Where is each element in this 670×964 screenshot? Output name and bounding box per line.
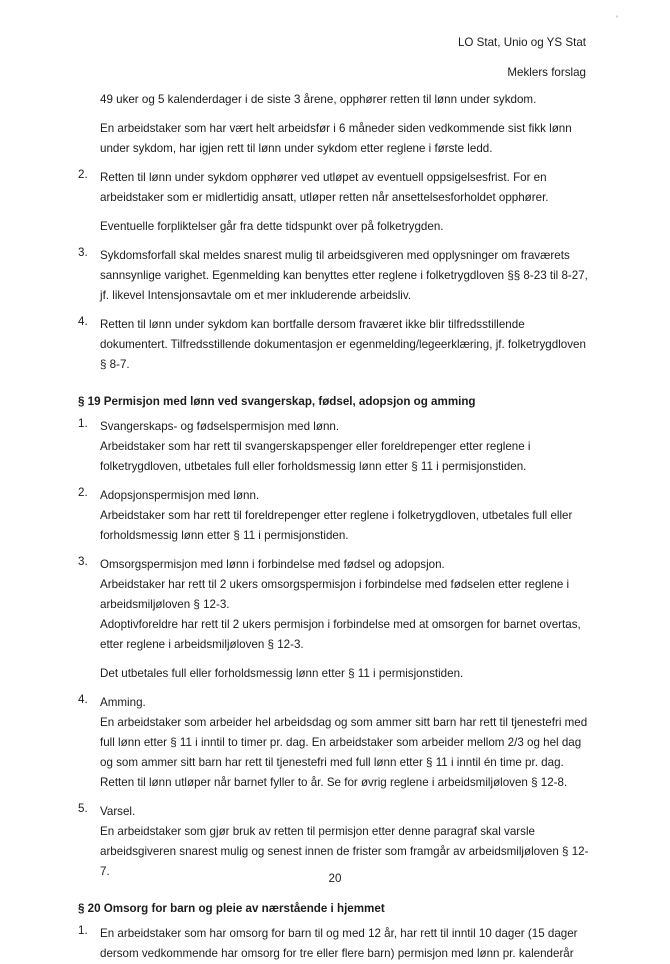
- page-number: 20: [328, 872, 342, 885]
- list-title: Varsel.: [100, 805, 136, 818]
- list-item: [78, 486, 590, 546]
- header-parties: LO Stat, Unio og YS Stat: [457, 36, 586, 49]
- list-item: [78, 802, 590, 882]
- list-item: [78, 924, 590, 964]
- list-item: [78, 555, 590, 684]
- list-paragraph: Det utbetales full eller forholdsmessig lønn etter § 11 i permisjonstiden.: [100, 667, 464, 680]
- intro-paragraph: 49 uker og 5 kalenderdager i de siste 3 årene, opphører retten til lønn under sykdom.: [100, 93, 537, 106]
- list-item: [78, 168, 590, 237]
- list-number: 3.: [78, 555, 88, 568]
- list-paragraph: Retten til lønn under sykdom kan bortfalle dersom fraværet ikke blir tilfredsstillende dokumentert. Tilfredsstillende dokumentasjon er egenmelding/legeerklæring, jf. folketrygdloven § 8-7.: [100, 318, 586, 371]
- list-paragraph: Sykdomsforfall skal meldes snarest mulig til arbeidsgiveren med opplysninger om fraværets sannsynlige varighet. Egenmelding kan benyttes etter reglene i folketrygdloven §§ 8-23 til 8-27, jf. likevel Intensjonsavtale om et mer inkluderende arbeidsliv.: [100, 249, 588, 302]
- section-heading: § 20 Omsorg for barn og pleie av nærstående i hjemmet: [78, 902, 385, 915]
- list-number: 1.: [78, 924, 88, 937]
- list-number: 2.: [78, 168, 88, 181]
- list-paragraph: Arbeidstaker som har rett til foreldrepenger etter reglene i folketrygdloven, utbetales full eller forholdsmessig lønn etter § 11 i permisjonstiden.: [100, 509, 573, 542]
- list-paragraph: Adoptivforeldre har rett til 2 ukers permisjon i forbindelse med at omsorgen for barnet overtas, etter reglene i arbeidsmiljøloven § 12-3.: [100, 618, 581, 651]
- list-paragraph: En arbeidstaker som arbeider hel arbeidsdag og som ammer sitt barn har rett til tjenestefri med full lønn etter § 11 i inntil to timer pr. dag. En arbeidstaker som arbeider mellom 2/3 og hel dag og som ammer sitt barn har rett til tjenestefri med full lønn etter § 11 i inntil én time pr. dag. Retten til lønn utløper når barnet fyller to år. Se for øvrig reglene i arbeidsmiljøloven § 12-8.: [100, 716, 588, 789]
- list-number: 4.: [78, 693, 88, 706]
- list-paragraph: Arbeidstaker som har rett til svangerskapspenger eller foreldrepenger etter reglene i folketrygdloven, utbetales full eller forholdsmessig lønn etter § 11 i permisjonstiden.: [100, 440, 531, 473]
- list-number: 2.: [78, 486, 88, 499]
- list-paragraph: En arbeidstaker som gjør bruk av retten til permisjon etter denne paragraf skal varsle arbeidsgiveren snarest mulig og senest innen de frister som framgår av arbeidsmiljøloven § 12-7.: [100, 825, 589, 878]
- list-title: Omsorgspermisjon med lønn i forbindelse med fødsel og adopsjon.: [100, 558, 445, 571]
- list-paragraph: Retten til lønn under sykdom opphører ved utløpet av eventuell oppsigelsesfrist. For en arbeidstaker som er midlertidig ansatt, utløper retten når ansettelsesforholdet opphører.: [100, 171, 549, 204]
- list-item: [78, 315, 590, 375]
- header-subtitle: Meklers forslag: [507, 66, 586, 79]
- list-title: Amming.: [100, 696, 146, 709]
- list-paragraph: En arbeidstaker som har omsorg for barn til og med 12 år, har rett til inntil 10 dager (15 dager dersom vedkommende har omsorg for tre eller flere barn) permisjon med lønn pr. kalenderår: [100, 927, 578, 960]
- list-item: [78, 693, 590, 793]
- document-body: [78, 90, 590, 964]
- list-number: 1.: [78, 417, 88, 430]
- corner-mark: °: [615, 16, 618, 22]
- list-item: [78, 246, 590, 306]
- intro-paragraph: En arbeidstaker som har vært helt arbeidsfør i 6 måneder siden vedkommende sist fikk lønn under sykdom, har igjen rett til lønn under sykdom etter reglene i første ledd.: [100, 122, 572, 155]
- list-title: Adopsjonspermisjon med lønn.: [100, 489, 260, 502]
- section-heading: § 19 Permisjon med lønn ved svangerskap, fødsel, adopsjon og amming: [78, 395, 476, 408]
- list-number: 5.: [78, 802, 88, 815]
- list-paragraph: Eventuelle forpliktelser går fra dette tidspunkt over på folketrygden.: [100, 220, 444, 233]
- list-title: Svangerskaps- og fødselspermisjon med lønn.: [100, 420, 340, 433]
- list-item: [78, 417, 590, 477]
- list-paragraph: Arbeidstaker har rett til 2 ukers omsorgspermisjon i forbindelse med fødselen etter reglene i arbeidsmiljøloven § 12-3.: [100, 578, 570, 611]
- list-number: 4.: [78, 315, 88, 328]
- list-number: 3.: [78, 246, 88, 259]
